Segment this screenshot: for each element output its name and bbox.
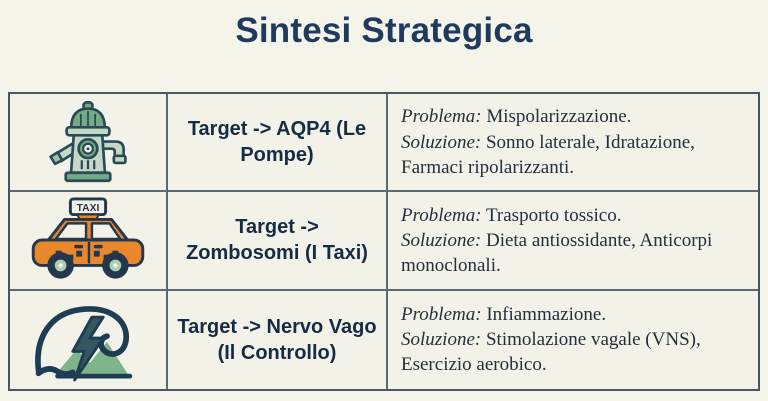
target-cell-row3	[168, 291, 388, 389]
icon-cell-row2	[10, 192, 168, 290]
taxi-icon	[27, 195, 149, 285]
target-label: Target -> Nervo Vago (Il Controllo)	[177, 315, 377, 364]
solution-line: Soluzione: Dieta antiossidante, Anticorpi monoclonali.	[401, 229, 713, 277]
details-cell-row2	[388, 192, 758, 290]
target-label: Target -> AQP4 (Le Pompe)	[187, 118, 367, 167]
target-cell-row2	[168, 192, 388, 290]
solution-line: Soluzione: Stimolazione vagale (VNS), Esercizio aerobico.	[401, 329, 701, 376]
icon-cell-row1	[10, 94, 168, 192]
target-label: Target -> Zombosomi (I Taxi)	[186, 216, 368, 265]
details-text	[388, 203, 758, 279]
details-cell-row3	[388, 291, 758, 389]
icon-cell-row3	[10, 291, 168, 389]
details-text	[388, 104, 758, 180]
details-cell-row1	[388, 94, 758, 192]
page-title: Sintesi Strategica	[235, 11, 533, 50]
problem-line: Problema: Trasporto tossico.	[401, 204, 622, 226]
strategy-table	[8, 92, 760, 391]
target-cell-row1	[168, 94, 388, 192]
problem-line: Problema: Mispolarizzazione.	[401, 106, 632, 128]
solution-line: Soluzione: Sonno laterale, Idratazione, Farmaci ripolarizzanti.	[401, 131, 695, 178]
wave-energy-icon	[29, 296, 147, 384]
taxi-sign-text: TAXI	[76, 203, 100, 215]
problem-line: Problema: Infiammazione.	[401, 303, 607, 325]
fire-hydrant-icon	[39, 96, 137, 188]
details-text	[388, 302, 758, 378]
